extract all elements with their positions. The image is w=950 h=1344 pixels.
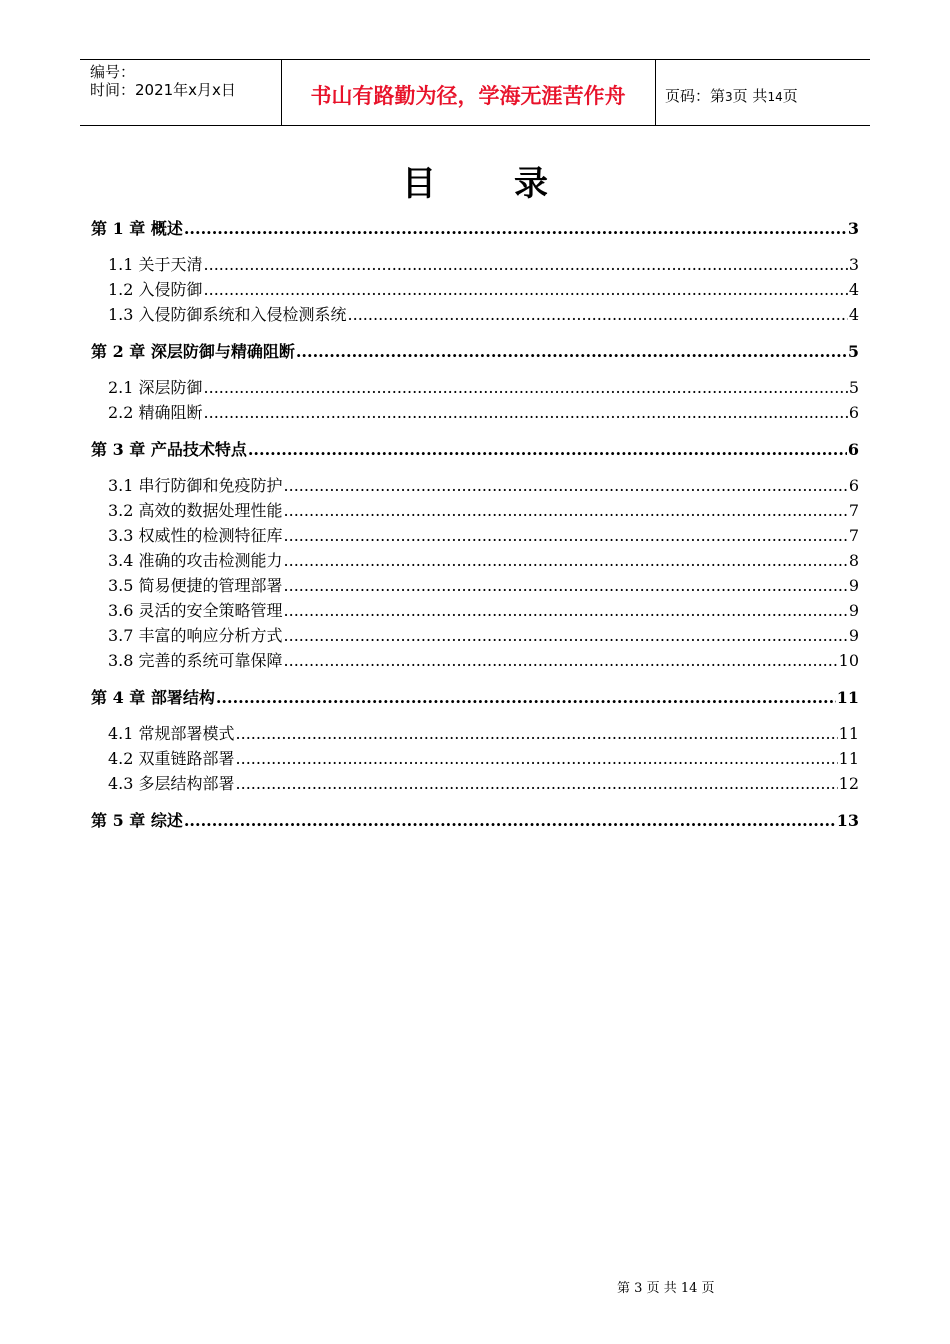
toc-chapter-entry[interactable] [91, 339, 859, 364]
page-title: 目录 [402, 164, 626, 204]
toc-leader-dots [284, 523, 848, 548]
toc-leader-dots [204, 277, 848, 302]
toc-entry-page: 11 [836, 688, 859, 707]
toc-leader-dots [284, 548, 848, 573]
toc-entry-label: 第 3 章 产品技术特点 [91, 440, 247, 459]
toc-entry-label: 3.8 完善的系统可靠保障 [108, 651, 283, 670]
toc-section-entry[interactable] [91, 523, 859, 548]
toc-entry-page: 5 [847, 342, 859, 361]
footer-total: 14 [680, 1281, 698, 1296]
toc-leader-dots [284, 573, 848, 598]
toc-entry-label: 3.2 高效的数据处理性能 [108, 501, 283, 520]
toc-entry-page: 11 [838, 749, 859, 768]
footer-prefix: 第 [617, 1281, 631, 1296]
toc-entry-page: 12 [838, 774, 859, 793]
toc-entry-page: 10 [838, 651, 859, 670]
toc-chapter-entry[interactable] [91, 685, 859, 710]
toc-entry-label: 1.2 入侵防御 [108, 280, 203, 299]
toc-entry-page: 6 [848, 476, 859, 495]
toc-entry-page: 5 [848, 378, 859, 397]
document-number-label: 编号： [90, 63, 136, 81]
toc-section-entry[interactable] [91, 721, 859, 746]
toc-entry-page: 9 [848, 626, 859, 645]
toc-entry-page: 9 [848, 601, 859, 620]
toc-entry-label: 3.5 简易便捷的管理部署 [108, 576, 283, 595]
toc-entry-label: 3.7 丰富的响应分析方式 [108, 626, 283, 645]
toc-entry-label: 1.3 入侵防御系统和入侵检测系统 [108, 305, 347, 324]
toc-leader-dots [296, 339, 847, 364]
footer-mid: 页 共 [646, 1281, 677, 1296]
toc-entry-page: 7 [848, 526, 859, 545]
toc-entry-label: 3.1 串行防御和免疫防护 [108, 476, 283, 495]
toc-entry-page: 7 [848, 501, 859, 520]
page-total: 14 [767, 90, 783, 104]
toc-entry-page: 11 [838, 724, 859, 743]
toc-leader-dots [284, 498, 848, 523]
document-time-label: 时间：2021年x月x日 [90, 81, 236, 99]
toc-leader-dots [348, 302, 848, 327]
header-page-number [665, 85, 798, 106]
toc-entry-page: 6 [847, 440, 859, 459]
toc-section-entry[interactable] [91, 746, 859, 771]
toc-leader-dots [204, 252, 848, 277]
toc-chapter-entry[interactable] [91, 437, 859, 462]
toc-entry-page: 8 [848, 551, 859, 570]
toc-leader-dots [184, 216, 847, 241]
page-current: 3 [725, 90, 733, 104]
toc-section-entry[interactable] [91, 573, 859, 598]
toc-chapter-entry[interactable] [91, 216, 859, 241]
toc-entry-label: 4.2 双重链路部署 [108, 749, 235, 768]
page-header [80, 59, 870, 126]
toc-section-entry[interactable] [91, 302, 859, 327]
toc-entry-label: 2.1 深层防御 [108, 378, 203, 397]
toc-entry-label: 3.6 灵活的安全策略管理 [108, 601, 283, 620]
toc-entry-page: 13 [836, 811, 859, 830]
toc-entry-label: 1.1 关于天清 [108, 255, 203, 274]
toc-leader-dots [284, 473, 848, 498]
toc-leader-dots [204, 400, 848, 425]
toc-entry-label: 第 5 章 综述 [91, 811, 183, 830]
toc-entry-page: 4 [848, 305, 859, 324]
toc-entry-label: 第 2 章 深层防御与精确阻断 [91, 342, 295, 361]
toc-leader-dots [284, 598, 848, 623]
toc-entry-label: 第 4 章 部署结构 [91, 688, 215, 707]
toc-section-entry[interactable] [91, 623, 859, 648]
toc-entry-label: 4.3 多层结构部署 [108, 774, 235, 793]
toc-entry-label: 3.4 准确的攻击检测能力 [108, 551, 283, 570]
toc-leader-dots [236, 746, 838, 771]
toc-section-entry[interactable] [91, 598, 859, 623]
toc-entry-label: 4.1 常规部署模式 [108, 724, 235, 743]
toc-leader-dots [236, 721, 838, 746]
toc-leader-dots [284, 623, 848, 648]
toc-entry-label: 第 1 章 概述 [91, 219, 183, 238]
toc-section-entry[interactable] [91, 277, 859, 302]
toc-entry-label: 3.3 权威性的检测特征库 [108, 526, 283, 545]
toc-entry-page: 3 [847, 219, 859, 238]
page-mid: 页 共 [732, 87, 768, 105]
toc-section-entry[interactable] [91, 498, 859, 523]
header-meta [90, 63, 236, 99]
toc-chapter-entry[interactable] [91, 808, 859, 833]
toc-section-entry[interactable] [91, 375, 859, 400]
page-prefix: 页码：第 [665, 87, 726, 105]
toc-entry-page: 9 [848, 576, 859, 595]
toc-leader-dots [216, 685, 836, 710]
footer-current: 3 [634, 1281, 643, 1296]
header-motto: 书山有路勤为径，学海无涯苦作舟 [310, 84, 626, 108]
toc-section-entry[interactable] [91, 473, 859, 498]
toc-section-entry[interactable] [91, 548, 859, 573]
toc-entry-page: 3 [848, 255, 859, 274]
toc-section-entry[interactable] [91, 252, 859, 277]
table-of-contents [91, 214, 859, 844]
header-divider [655, 60, 656, 125]
toc-leader-dots [204, 375, 848, 400]
toc-section-entry[interactable] [91, 771, 859, 796]
page-suffix: 页 [782, 87, 798, 105]
toc-section-entry[interactable] [91, 400, 859, 425]
footer-suffix: 页 [701, 1281, 715, 1296]
toc-leader-dots [284, 648, 838, 673]
page-footer [617, 1277, 715, 1296]
toc-entry-label: 2.2 精确阻断 [108, 403, 203, 422]
toc-entry-page: 6 [848, 403, 859, 422]
toc-entry-page: 4 [848, 280, 859, 299]
toc-leader-dots [236, 771, 838, 796]
toc-leader-dots [248, 437, 847, 462]
toc-leader-dots [184, 808, 836, 833]
toc-section-entry[interactable] [91, 648, 859, 673]
